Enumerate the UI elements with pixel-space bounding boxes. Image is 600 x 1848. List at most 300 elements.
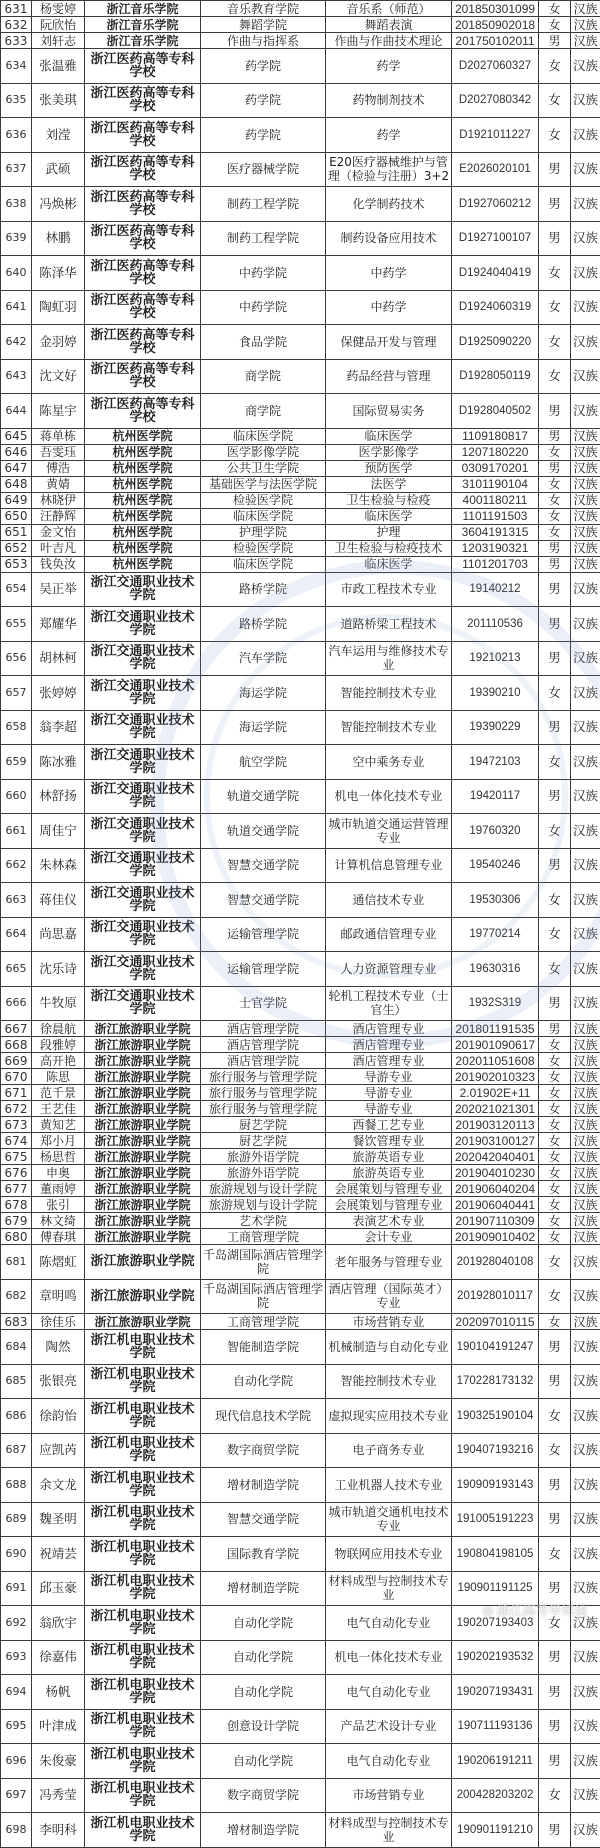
department-cell: 智慧交通学院 (201, 883, 326, 918)
gender-cell: 男 (539, 1744, 571, 1779)
major-cell: 虚拟现实应用技术专业 (326, 1399, 452, 1434)
department-cell: 工商管理学院 (201, 1229, 326, 1245)
gender-cell: 男 (539, 779, 571, 814)
row-number-cell: 680 (1, 1229, 32, 1245)
row-number-cell: 665 (1, 952, 32, 987)
ethnicity-cell: 汉族 (571, 290, 600, 325)
table-row (1, 1245, 600, 1280)
table-row (1, 33, 600, 49)
gender-cell: 女 (539, 1537, 571, 1572)
department-cell: 旅行服务与管理学院 (201, 1069, 326, 1085)
school-name-cell: 浙江交通职业技术学院 (85, 779, 201, 814)
gender-cell: 男 (539, 1468, 571, 1503)
school-name-cell: 浙江交通职业技术学院 (85, 986, 201, 1021)
student-id-cell: 3101190104 (452, 476, 539, 492)
gender-cell: 男 (539, 152, 571, 187)
student-id-cell: 201906040204 (452, 1181, 539, 1197)
major-cell: E20医疗器械维护与管理（检验与注册）3+2 (326, 152, 452, 187)
student-name-cell: 汪静辉 (32, 508, 85, 524)
department-cell: 酒店管理学院 (201, 1053, 326, 1069)
student-id-cell: 19390229 (452, 710, 539, 745)
student-id-cell: 202011051608 (452, 1053, 539, 1069)
gender-cell: 女 (539, 1, 571, 17)
department-cell: 轨道交通学院 (201, 779, 326, 814)
gender-cell: 女 (539, 1133, 571, 1149)
row-number-cell: 691 (1, 1571, 32, 1606)
row-number-cell: 653 (1, 556, 32, 572)
table-row (1, 359, 600, 394)
table-row (1, 779, 600, 814)
student-name-cell: 应凯芮 (32, 1433, 85, 1468)
gender-cell: 女 (539, 917, 571, 952)
row-number-cell: 677 (1, 1181, 32, 1197)
table-row (1, 1069, 600, 1085)
department-cell: 旅行服务与管理学院 (201, 1085, 326, 1101)
student-id-cell: 1101201703 (452, 556, 539, 572)
department-cell: 检验医学院 (201, 540, 326, 556)
major-cell: 旅游英语专业 (326, 1149, 452, 1165)
row-number-cell: 695 (1, 1709, 32, 1744)
row-number-cell: 645 (1, 428, 32, 444)
gender-cell: 男 (539, 187, 571, 222)
school-name-cell: 浙江机电职业技术学院 (85, 1675, 201, 1710)
department-cell: 国际教育学院 (201, 1537, 326, 1572)
student-name-cell: 刘轩志 (32, 33, 85, 49)
major-cell: 机电一体化技术专业 (326, 779, 452, 814)
department-cell: 海运学院 (201, 676, 326, 711)
student-id-cell: 201909010402 (452, 1229, 539, 1245)
student-id-cell: 201906040441 (452, 1197, 539, 1213)
student-name-cell: 郑小月 (32, 1133, 85, 1149)
table-row (1, 1, 600, 17)
ethnicity-cell: 汉族 (571, 359, 600, 394)
row-number-cell: 658 (1, 710, 32, 745)
row-number-cell: 673 (1, 1117, 32, 1133)
gender-cell: 男 (539, 1330, 571, 1365)
table-row (1, 290, 600, 325)
ethnicity-cell: 汉族 (571, 394, 600, 429)
major-cell: 智能控制技术专业 (326, 1364, 452, 1399)
table-row (1, 49, 600, 84)
table-row (1, 986, 600, 1021)
row-number-cell: 654 (1, 572, 32, 607)
major-cell: 餐饮管理专业 (326, 1133, 452, 1149)
major-cell: 中药学 (326, 256, 452, 291)
ethnicity-cell: 汉族 (571, 1133, 600, 1149)
student-name-cell: 陈星宇 (32, 394, 85, 429)
student-id-cell: D1925090220 (452, 325, 539, 360)
department-cell: 中药学院 (201, 256, 326, 291)
student-id-cell: 19140212 (452, 572, 539, 607)
ethnicity-cell: 汉族 (571, 1085, 600, 1101)
student-id-cell: 201110536 (452, 607, 539, 642)
student-name-cell: 叶津成 (32, 1709, 85, 1744)
row-number-cell: 694 (1, 1675, 32, 1710)
student-id-cell: D1921011227 (452, 118, 539, 153)
major-cell: 临床医学 (326, 556, 452, 572)
ethnicity-cell: 汉族 (571, 572, 600, 607)
row-number-cell: 687 (1, 1433, 32, 1468)
gender-cell: 男 (539, 641, 571, 676)
ethnicity-cell: 汉族 (571, 1502, 600, 1537)
major-cell: 酒店管理专业 (326, 1037, 452, 1053)
row-number-cell: 634 (1, 49, 32, 84)
student-id-cell: 19472103 (452, 745, 539, 780)
row-number-cell: 664 (1, 917, 32, 952)
row-number-cell: 698 (1, 1813, 32, 1848)
department-cell: 自动化学院 (201, 1606, 326, 1641)
school-name-cell: 浙江旅游职业学院 (85, 1021, 201, 1037)
school-name-cell: 浙江旅游职业学院 (85, 1245, 201, 1280)
gender-cell: 女 (539, 256, 571, 291)
row-number-cell: 697 (1, 1778, 32, 1813)
ethnicity-cell: 汉族 (571, 1606, 600, 1641)
department-cell: 智慧交通学院 (201, 848, 326, 883)
student-name-cell: 沈乐诗 (32, 952, 85, 987)
school-name-cell: 浙江机电职业技术学院 (85, 1606, 201, 1641)
table-row (1, 917, 600, 952)
table-row (1, 1213, 600, 1229)
student-id-cell: 1109180817 (452, 428, 539, 444)
ethnicity-cell: 汉族 (571, 1314, 600, 1330)
student-name-cell: 张温雅 (32, 49, 85, 84)
school-name-cell: 浙江机电职业技术学院 (85, 1813, 201, 1848)
major-cell: 西餐工艺专业 (326, 1117, 452, 1133)
student-name-cell: 杨雯婷 (32, 1, 85, 17)
student-name-cell: 翁李超 (32, 710, 85, 745)
student-name-cell: 陈泽华 (32, 256, 85, 291)
row-number-cell: 655 (1, 607, 32, 642)
school-name-cell: 浙江旅游职业学院 (85, 1197, 201, 1213)
table-row (1, 607, 600, 642)
ethnicity-cell: 汉族 (571, 1778, 600, 1813)
department-cell: 作曲与指挥系 (201, 33, 326, 49)
gender-cell: 女 (539, 290, 571, 325)
school-name-cell: 浙江旅游职业学院 (85, 1314, 201, 1330)
gender-cell: 女 (539, 325, 571, 360)
ethnicity-cell: 汉族 (571, 492, 600, 508)
gender-cell: 男 (539, 394, 571, 429)
gender-cell: 女 (539, 17, 571, 33)
ethnicity-cell: 汉族 (571, 556, 600, 572)
student-name-cell: 武硕 (32, 152, 85, 187)
gender-cell: 女 (539, 444, 571, 460)
student-id-cell: 190407193216 (452, 1433, 539, 1468)
school-name-cell: 浙江机电职业技术学院 (85, 1468, 201, 1503)
row-number-cell: 672 (1, 1101, 32, 1117)
table-row (1, 1181, 600, 1197)
ethnicity-cell: 汉族 (571, 1117, 600, 1133)
student-name-cell: 沈文好 (32, 359, 85, 394)
school-name-cell: 浙江音乐学院 (85, 17, 201, 33)
row-number-cell: 632 (1, 17, 32, 33)
major-cell: 人力资源管理专业 (326, 952, 452, 987)
department-cell: 旅行服务与管理学院 (201, 1101, 326, 1117)
ethnicity-cell: 汉族 (571, 1675, 600, 1710)
ethnicity-cell: 汉族 (571, 1364, 600, 1399)
department-cell: 临床医学院 (201, 556, 326, 572)
department-cell: 运输管理学院 (201, 917, 326, 952)
school-name-cell: 浙江交通职业技术学院 (85, 883, 201, 918)
gender-cell: 女 (539, 1069, 571, 1085)
school-name-cell: 浙江旅游职业学院 (85, 1037, 201, 1053)
student-name-cell: 杨思哲 (32, 1149, 85, 1165)
table-row (1, 325, 600, 360)
table-row (1, 1165, 600, 1181)
row-number-cell: 631 (1, 1, 32, 17)
table-row (1, 428, 600, 444)
department-cell: 路桥学院 (201, 572, 326, 607)
student-name-cell: 林晓伊 (32, 492, 85, 508)
row-number-cell: 646 (1, 444, 32, 460)
student-id-cell: 170228173132 (452, 1364, 539, 1399)
gender-cell: 女 (539, 1053, 571, 1069)
major-cell: 材料成型与控制技术专业 (326, 1571, 452, 1606)
table-row (1, 1085, 600, 1101)
ethnicity-cell: 汉族 (571, 508, 600, 524)
major-cell: 空中乘务专业 (326, 745, 452, 780)
ethnicity-cell: 汉族 (571, 460, 600, 476)
student-id-cell: 202021021301 (452, 1101, 539, 1117)
major-cell: 道路桥梁工程技术 (326, 607, 452, 642)
ethnicity-cell: 汉族 (571, 256, 600, 291)
major-cell: 会展策划与管理专业 (326, 1181, 452, 1197)
school-name-cell: 浙江旅游职业学院 (85, 1149, 201, 1165)
row-number-cell: 639 (1, 221, 32, 256)
ethnicity-cell: 汉族 (571, 152, 600, 187)
student-name-cell: 高开艳 (32, 1053, 85, 1069)
department-cell: 增材制造学院 (201, 1813, 326, 1848)
student-name-cell: 魏圣明 (32, 1502, 85, 1537)
row-number-cell: 638 (1, 187, 32, 222)
major-cell: 工业机器人技术专业 (326, 1468, 452, 1503)
ethnicity-cell: 汉族 (571, 428, 600, 444)
table-row (1, 641, 600, 676)
gender-cell: 女 (539, 1165, 571, 1181)
ethnicity-cell: 汉族 (571, 607, 600, 642)
department-cell: 酒店管理学院 (201, 1037, 326, 1053)
gender-cell: 男 (539, 710, 571, 745)
table-row (1, 1468, 600, 1503)
student-name-cell: 章明鸣 (32, 1279, 85, 1314)
student-id-cell: D2027060327 (452, 49, 539, 84)
ethnicity-cell: 汉族 (571, 710, 600, 745)
student-id-cell: 19530306 (452, 883, 539, 918)
student-id-cell: 4001180211 (452, 492, 539, 508)
ethnicity-cell: 汉族 (571, 1709, 600, 1744)
department-cell: 路桥学院 (201, 607, 326, 642)
student-name-cell: 朱俊豪 (32, 1744, 85, 1779)
ethnicity-cell: 汉族 (571, 883, 600, 918)
student-id-cell: 201902010323 (452, 1069, 539, 1085)
school-name-cell: 杭州医学院 (85, 460, 201, 476)
row-number-cell: 668 (1, 1037, 32, 1053)
school-name-cell: 浙江机电职业技术学院 (85, 1399, 201, 1434)
table-row (1, 1502, 600, 1537)
student-name-cell: 吴正举 (32, 572, 85, 607)
school-name-cell: 浙江医药高等专科学校 (85, 394, 201, 429)
gender-cell: 男 (539, 986, 571, 1021)
major-cell: 产品艺术设计专业 (326, 1709, 452, 1744)
table-row (1, 1537, 600, 1572)
table-row (1, 1330, 600, 1365)
table-row (1, 508, 600, 524)
ethnicity-cell: 汉族 (571, 444, 600, 460)
school-name-cell: 浙江机电职业技术学院 (85, 1778, 201, 1813)
row-number-cell: 637 (1, 152, 32, 187)
table-row (1, 1037, 600, 1053)
student-id-cell: 3604191315 (452, 524, 539, 540)
department-cell: 医疗器械学院 (201, 152, 326, 187)
school-name-cell: 浙江旅游职业学院 (85, 1053, 201, 1069)
student-id-cell: 190804198105 (452, 1537, 539, 1572)
gender-cell: 男 (539, 1021, 571, 1037)
ethnicity-cell: 汉族 (571, 986, 600, 1021)
student-name-cell: 翁欣宇 (32, 1606, 85, 1641)
school-name-cell: 浙江音乐学院 (85, 1, 201, 17)
row-number-cell: 633 (1, 33, 32, 49)
gender-cell: 女 (539, 83, 571, 118)
gender-cell: 女 (539, 1245, 571, 1280)
school-name-cell: 浙江交通职业技术学院 (85, 745, 201, 780)
gender-cell: 女 (539, 883, 571, 918)
student-id-cell: 200428203202 (452, 1778, 539, 1813)
major-cell: 酒店管理（国际英才）专业 (326, 1279, 452, 1314)
student-id-cell: E2026020101 (452, 152, 539, 187)
department-cell: 千岛湖国际酒店管理学院 (201, 1245, 326, 1280)
ethnicity-cell: 汉族 (571, 1399, 600, 1434)
student-name-cell: 王艺佳 (32, 1101, 85, 1117)
ethnicity-cell: 汉族 (571, 33, 600, 49)
table-row (1, 118, 600, 153)
school-name-cell: 浙江机电职业技术学院 (85, 1709, 201, 1744)
school-name-cell: 浙江机电职业技术学院 (85, 1433, 201, 1468)
department-cell: 厨艺学院 (201, 1117, 326, 1133)
gender-cell: 男 (539, 1364, 571, 1399)
major-cell: 计算机信息管理专业 (326, 848, 452, 883)
department-cell: 旅游规划与设计学院 (201, 1197, 326, 1213)
school-name-cell: 浙江医药高等专科学校 (85, 359, 201, 394)
student-name-cell: 祝靖芸 (32, 1537, 85, 1572)
student-id-cell: 1101191503 (452, 508, 539, 524)
row-number-cell: 684 (1, 1330, 32, 1365)
major-cell: 电气自动化专业 (326, 1606, 452, 1641)
student-id-cell: 1207180220 (452, 444, 539, 460)
row-number-cell: 651 (1, 524, 32, 540)
department-cell: 旅游外语学院 (201, 1149, 326, 1165)
student-id-cell: 190104191247 (452, 1330, 539, 1365)
table-row (1, 394, 600, 429)
school-name-cell: 浙江旅游职业学院 (85, 1101, 201, 1117)
student-id-cell: D1928040502 (452, 394, 539, 429)
department-cell: 商学院 (201, 359, 326, 394)
school-name-cell: 浙江交通职业技术学院 (85, 952, 201, 987)
student-name-cell: 陈熠虹 (32, 1245, 85, 1280)
student-id-cell: 201901090617 (452, 1037, 539, 1053)
student-name-cell: 尚思嘉 (32, 917, 85, 952)
row-number-cell: 635 (1, 83, 32, 118)
student-id-cell: 201928040108 (452, 1245, 539, 1280)
table-row (1, 1279, 600, 1314)
student-name-cell: 吾雯珏 (32, 444, 85, 460)
table-row (1, 556, 600, 572)
department-cell: 自动化学院 (201, 1640, 326, 1675)
gender-cell: 男 (539, 33, 571, 49)
row-number-cell: 693 (1, 1640, 32, 1675)
department-cell: 工商管理学院 (201, 1314, 326, 1330)
school-name-cell: 杭州医学院 (85, 444, 201, 460)
gender-cell: 男 (539, 1571, 571, 1606)
department-cell: 旅游规划与设计学院 (201, 1181, 326, 1197)
department-cell: 千岛湖国际酒店管理学院 (201, 1279, 326, 1314)
school-name-cell: 浙江交通职业技术学院 (85, 607, 201, 642)
student-name-cell: 钱奂汝 (32, 556, 85, 572)
school-name-cell: 浙江医药高等专科学校 (85, 325, 201, 360)
student-id-cell: D1924040419 (452, 256, 539, 291)
student-name-cell: 朱林森 (32, 848, 85, 883)
student-id-cell: D1927100107 (452, 221, 539, 256)
department-cell: 检验医学院 (201, 492, 326, 508)
school-name-cell: 浙江交通职业技术学院 (85, 572, 201, 607)
ethnicity-cell: 汉族 (571, 1537, 600, 1572)
student-name-cell: 张美琪 (32, 83, 85, 118)
student-id-cell: 201907110309 (452, 1213, 539, 1229)
major-cell: 药品经营与管理 (326, 359, 452, 394)
school-name-cell: 浙江机电职业技术学院 (85, 1330, 201, 1365)
student-id-cell: 190206191211 (452, 1744, 539, 1779)
school-name-cell: 杭州医学院 (85, 492, 201, 508)
department-cell: 临床医学院 (201, 428, 326, 444)
department-cell: 药学院 (201, 83, 326, 118)
table-row (1, 1314, 600, 1330)
major-cell: 材料成型与控制技术专业 (326, 1813, 452, 1848)
table-row (1, 83, 600, 118)
major-cell: 会展策划与管理专业 (326, 1197, 452, 1213)
student-id-cell: 19770214 (452, 917, 539, 952)
student-id-cell: 19760320 (452, 814, 539, 849)
gender-cell: 女 (539, 524, 571, 540)
ethnicity-cell: 汉族 (571, 1245, 600, 1280)
row-number-cell: 685 (1, 1364, 32, 1399)
table-row (1, 1709, 600, 1744)
school-name-cell: 浙江旅游职业学院 (85, 1085, 201, 1101)
school-name-cell: 浙江医药高等专科学校 (85, 221, 201, 256)
student-id-cell: 201903100127 (452, 1133, 539, 1149)
student-id-cell: 201801191535 (452, 1021, 539, 1037)
ethnicity-cell: 汉族 (571, 1229, 600, 1245)
department-cell: 药学院 (201, 49, 326, 84)
department-cell: 旅游外语学院 (201, 1165, 326, 1181)
department-cell: 制药工程学院 (201, 187, 326, 222)
row-number-cell: 674 (1, 1133, 32, 1149)
gender-cell: 女 (539, 492, 571, 508)
row-number-cell: 679 (1, 1213, 32, 1229)
row-number-cell: 652 (1, 540, 32, 556)
row-number-cell: 649 (1, 492, 32, 508)
major-cell: 城市轨道交通机电技术专业 (326, 1502, 452, 1537)
ethnicity-cell: 汉族 (571, 1213, 600, 1229)
major-cell: 邮政通信管理专业 (326, 917, 452, 952)
school-name-cell: 浙江交通职业技术学院 (85, 814, 201, 849)
gender-cell: 女 (539, 1229, 571, 1245)
student-id-cell: 201850902018 (452, 17, 539, 33)
major-cell: 作曲与作曲技术理论 (326, 33, 452, 49)
gender-cell: 男 (539, 1675, 571, 1710)
ethnicity-cell: 汉族 (571, 1330, 600, 1365)
ethnicity-cell: 汉族 (571, 1433, 600, 1468)
gender-cell: 女 (539, 1213, 571, 1229)
major-cell: 临床医学 (326, 508, 452, 524)
